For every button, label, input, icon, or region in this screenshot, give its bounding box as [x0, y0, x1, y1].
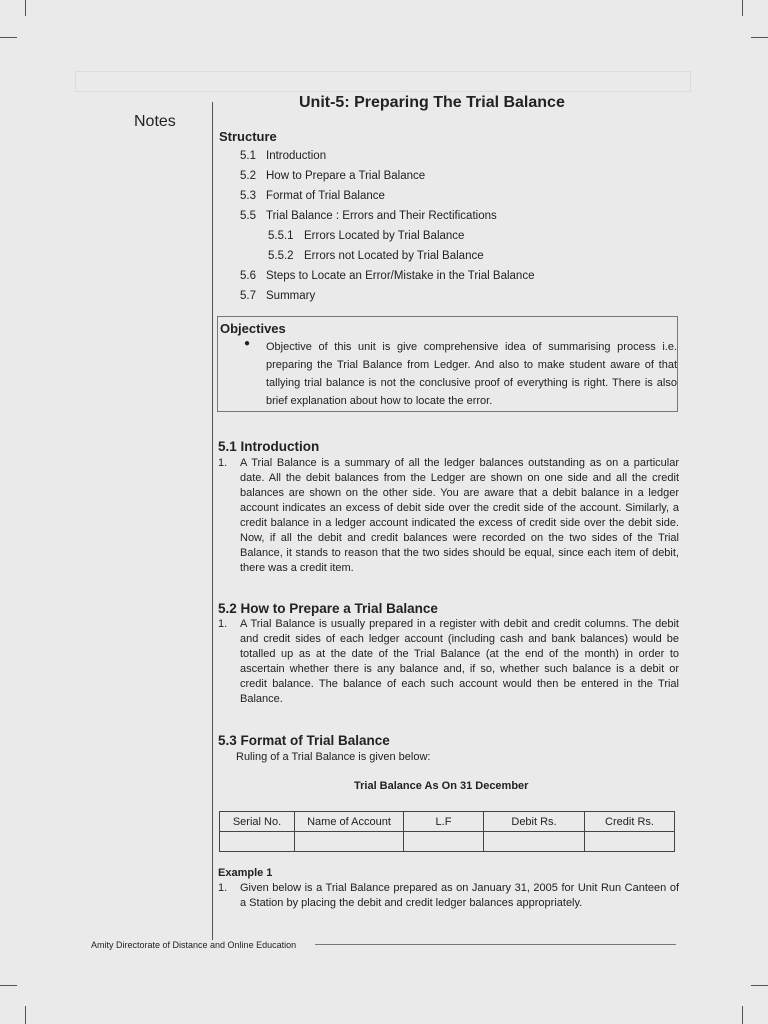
- objectives-text: Objective of this unit is give comprehensive idea of summarising process i.e. preparing the Trial Balance from Ledger. And also to make student aware of that tallying trial balance is not the conclusive proof of everything is right. There is also brief explanation about how to locate the error.: [266, 341, 677, 407]
- paragraph: 1. A Trial Balance is a summary of all the ledger balances outstanding as on a particular date. All the debit balances from the Ledger are shown on one side and all the credit balances are shown on the other side. You are aware that a debit balance in a ledger account indicates an excess of debit side over the credit side of the account. Similarly, a credit balance in a ledger account indicated the excess of credit side over the debit side. Now, if all the debit and credit balances were recorded on the two sides of the Trial Balance, it stands to reason that the two sides should be equal, since each item of debit, there was a credit item.: [218, 457, 679, 574]
- column-header: Serial No.: [220, 812, 295, 832]
- column-header: Name of Account: [295, 812, 404, 832]
- bullet-icon: ●: [244, 338, 251, 349]
- section-heading: 5.3 Format of Trial Balance: [218, 733, 390, 748]
- margin-divider: [212, 102, 213, 940]
- toc-item: 5.7 Summary: [240, 290, 316, 302]
- table-cell: [220, 832, 295, 852]
- crop-mark: [751, 985, 768, 986]
- column-header: Credit Rs.: [585, 812, 675, 832]
- toc-item: 5.6 Steps to Locate an Error/Mistake in the Trial Balance: [240, 270, 535, 282]
- toc-subitem: 5.5.1 Errors Located by Trial Balance: [268, 230, 465, 242]
- crop-mark: [25, 0, 26, 16]
- section-heading: 5.1 Introduction: [218, 439, 320, 454]
- header-strip: [75, 71, 691, 92]
- table-header-row: [220, 812, 675, 832]
- objectives-heading: Objectives: [220, 321, 286, 336]
- toc-item: 5.5 Trial Balance : Errors and Their Rectifications: [240, 210, 497, 222]
- column-header: Debit Rs.: [484, 812, 585, 832]
- table-title: Trial Balance As On 31 December: [354, 780, 529, 792]
- structure-list: [240, 146, 534, 306]
- table-cell: [404, 832, 484, 852]
- table-cell: [484, 832, 585, 852]
- table-cell: [295, 832, 404, 852]
- crop-mark: [742, 0, 743, 16]
- paragraph: 1. A Trial Balance is usually prepared in a register with debit and credit columns. The debit and credit sides of each ledger account (including cash and bank balances) would be totalled up as at the date of the Trial Balance (at the end of the month) in order to ascertain whether there is any balance and, if so, whether such balance is a debit or credit balance. The balance of each such account would then be entered in the Trial Balance.: [218, 618, 679, 705]
- table-row: [220, 832, 675, 852]
- page-title: Unit-5: Preparing The Trial Balance: [299, 94, 565, 111]
- crop-mark: [0, 985, 17, 986]
- section-heading: 5.2 How to Prepare a Trial Balance: [218, 601, 438, 616]
- structure-heading: Structure: [219, 129, 277, 144]
- crop-mark: [25, 1006, 26, 1024]
- toc-subitem: 5.5.2 Errors not Located by Trial Balance: [268, 250, 484, 262]
- crop-mark: [751, 37, 768, 38]
- crop-mark: [0, 37, 17, 38]
- notes-label: Notes: [134, 113, 176, 130]
- toc-item: 5.3 Format of Trial Balance: [240, 190, 385, 202]
- footer-text: Amity Directorate of Distance and Online Education: [91, 940, 297, 950]
- trial-balance-table: [219, 811, 675, 852]
- example-heading: Example 1: [218, 867, 273, 879]
- toc-item: 5.2 How to Prepare a Trial Balance: [240, 170, 426, 182]
- toc-item: 5.1 Introduction: [240, 150, 327, 162]
- column-header: L.F: [404, 812, 484, 832]
- crop-mark: [742, 1006, 743, 1024]
- footer-rule: [315, 944, 676, 945]
- ruling-text: Ruling of a Trial Balance is given below:: [236, 751, 431, 763]
- table-cell: [585, 832, 675, 852]
- paragraph: 1. Given below is a Trial Balance prepared as on January 31, 2005 for Unit Run Canteen of a Station by placing the debit and credit ledger balances appropriately.: [218, 882, 679, 909]
